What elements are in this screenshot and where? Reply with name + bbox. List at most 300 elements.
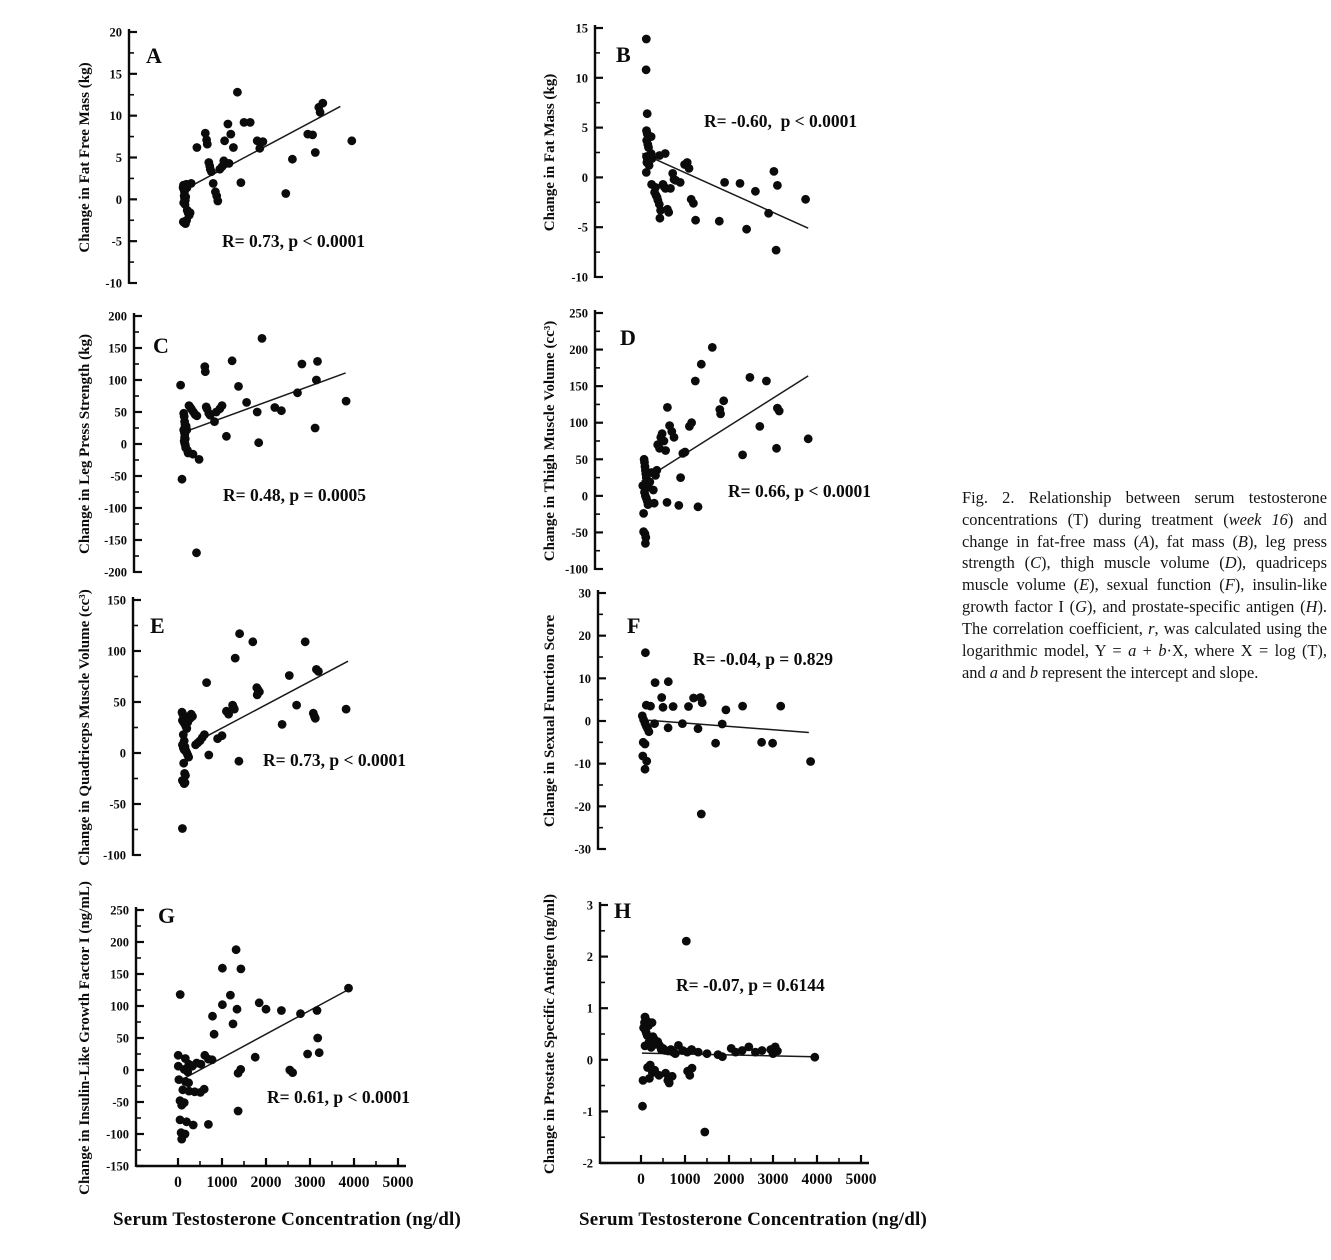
y-tick-label: 0 bbox=[581, 170, 588, 185]
caption-segment: and bbox=[997, 662, 1030, 682]
y-tick-label: 1 bbox=[586, 1001, 593, 1016]
data-point bbox=[293, 388, 302, 397]
y-tick-label: -50 bbox=[110, 469, 127, 484]
stats-label: R= 0.66, p < 0.0001 bbox=[728, 481, 871, 501]
data-point bbox=[758, 1046, 767, 1055]
data-point bbox=[183, 1068, 192, 1077]
caption-italic-segment: B bbox=[1237, 531, 1248, 551]
panel-F bbox=[542, 587, 833, 857]
data-point bbox=[193, 143, 202, 152]
panel-A bbox=[77, 26, 365, 291]
panel-H bbox=[542, 894, 877, 1188]
y-tick-label: -1 bbox=[582, 1104, 593, 1119]
data-point bbox=[670, 433, 679, 442]
y-tick-label: 0 bbox=[584, 714, 591, 729]
data-point bbox=[178, 475, 187, 484]
panel-letter: H bbox=[614, 898, 632, 923]
data-point bbox=[303, 1050, 312, 1059]
data-point bbox=[718, 1052, 727, 1061]
data-point bbox=[688, 1064, 697, 1073]
data-point bbox=[669, 702, 678, 711]
data-point bbox=[277, 406, 286, 415]
data-point bbox=[218, 964, 227, 973]
data-point bbox=[666, 184, 675, 193]
data-point bbox=[296, 1009, 305, 1018]
y-tick-label: 15 bbox=[575, 21, 588, 36]
y-axis-label: Change in Prostate Specific Antigen (ng/ml) bbox=[542, 893, 558, 1175]
data-point bbox=[698, 698, 707, 707]
data-point bbox=[234, 1107, 243, 1116]
data-point bbox=[649, 486, 658, 495]
caption-segment: Fig. 2. Relationship between serum testosterone concentrations (T) during treatment ( bbox=[962, 488, 1327, 529]
y-tick-label: -5 bbox=[111, 234, 122, 249]
data-point bbox=[313, 1006, 322, 1015]
y-axis-label: Change in Sexual Function Score bbox=[542, 614, 558, 828]
y-tick-label: 150 bbox=[110, 967, 129, 982]
caption-italic-segment: F bbox=[1224, 575, 1235, 595]
data-point bbox=[652, 466, 661, 475]
data-point bbox=[676, 473, 685, 482]
data-point bbox=[237, 178, 246, 187]
y-tick-label: 150 bbox=[107, 593, 126, 608]
data-point bbox=[646, 702, 655, 711]
data-point bbox=[661, 446, 670, 455]
y-axis-label: Change in Leg Press Strength (kg) bbox=[77, 334, 93, 554]
data-point bbox=[641, 740, 650, 749]
data-point bbox=[255, 998, 264, 1007]
data-point bbox=[347, 136, 356, 145]
y-tick-label: 0 bbox=[122, 1063, 129, 1078]
y-tick-label: -50 bbox=[571, 525, 588, 540]
caption-segment: ), and prostate-specific antigen ( bbox=[1086, 597, 1306, 617]
y-tick-label: 50 bbox=[114, 405, 127, 420]
y-tick-label: -200 bbox=[104, 565, 127, 580]
data-point bbox=[639, 1076, 648, 1085]
data-point bbox=[204, 751, 213, 760]
data-point bbox=[312, 376, 321, 385]
caption-segment: ·X, where X = log (T), and bbox=[962, 640, 1327, 682]
data-point bbox=[218, 1000, 227, 1009]
y-tick-label: 3 bbox=[586, 898, 593, 913]
data-point bbox=[642, 35, 651, 44]
panel-G bbox=[77, 881, 414, 1195]
data-point bbox=[342, 397, 351, 406]
y-tick-label: 10 bbox=[578, 671, 591, 686]
data-point bbox=[639, 509, 648, 518]
data-point bbox=[651, 183, 660, 192]
data-point bbox=[801, 195, 810, 204]
y-tick-label: 200 bbox=[110, 935, 129, 950]
data-point bbox=[661, 149, 670, 158]
panel-C bbox=[77, 310, 366, 580]
data-point bbox=[691, 216, 700, 225]
data-point bbox=[251, 1053, 260, 1062]
data-point bbox=[657, 693, 666, 702]
caption-italic-segment: H bbox=[1305, 597, 1318, 617]
stats-label: R= 0.48, p = 0.0005 bbox=[223, 485, 366, 505]
caption-italic-segment: a bbox=[989, 662, 998, 682]
data-point bbox=[242, 398, 251, 407]
x-tick-label: 0 bbox=[637, 1171, 645, 1188]
y-tick-label: 20 bbox=[578, 629, 591, 644]
stats-label: R= -0.60, p < 0.0001 bbox=[704, 111, 858, 131]
data-point bbox=[220, 136, 229, 145]
data-point bbox=[204, 1120, 213, 1129]
data-point bbox=[197, 1060, 206, 1069]
data-point bbox=[248, 637, 257, 646]
y-tick-label: 150 bbox=[108, 341, 127, 356]
x-tick-label: 1000 bbox=[669, 1171, 701, 1188]
y-tick-label: 10 bbox=[575, 71, 588, 86]
x-axis-title-left: Serum Testosterone Concentration (ng/dl) bbox=[112, 1209, 462, 1230]
data-point bbox=[313, 357, 322, 366]
x-tick-label: 3000 bbox=[757, 1171, 789, 1188]
x-tick-label: 0 bbox=[174, 1174, 182, 1191]
data-point bbox=[285, 671, 294, 680]
data-point bbox=[770, 167, 779, 176]
y-tick-label: 200 bbox=[108, 309, 127, 324]
x-axis-title-right: Serum Testosterone Concentration (ng/dl) bbox=[578, 1209, 928, 1230]
data-point bbox=[218, 731, 227, 740]
caption-segment: ), insulin-like growth factor I ( bbox=[962, 575, 1327, 617]
data-point bbox=[663, 498, 672, 507]
caption-segment: ), quadriceps muscle volume ( bbox=[962, 553, 1327, 595]
data-point bbox=[315, 1048, 324, 1057]
data-point bbox=[207, 167, 216, 176]
data-point bbox=[253, 691, 262, 700]
x-tick-label: 2000 bbox=[250, 1174, 282, 1191]
figure-caption bbox=[962, 487, 1327, 683]
data-point bbox=[311, 148, 320, 157]
caption-segment: ), thigh muscle volume ( bbox=[1041, 553, 1225, 573]
data-point bbox=[736, 179, 745, 188]
y-axis-label: Change in Fat Free Mass (kg) bbox=[77, 62, 93, 253]
data-point bbox=[660, 437, 669, 446]
data-point bbox=[664, 677, 673, 686]
data-point bbox=[195, 455, 204, 464]
y-tick-label: 50 bbox=[575, 452, 588, 467]
data-point bbox=[208, 1055, 217, 1064]
data-point bbox=[313, 1034, 322, 1043]
data-point bbox=[311, 424, 320, 433]
caption-segment: + bbox=[1136, 640, 1159, 660]
data-point bbox=[285, 1066, 294, 1075]
y-tick-label: 100 bbox=[107, 644, 126, 659]
panel-letter: E bbox=[150, 613, 165, 638]
panel-D bbox=[542, 307, 871, 577]
caption-segment: ) and change in fat-free mass ( bbox=[962, 509, 1327, 551]
y-tick-label: -100 bbox=[104, 501, 127, 516]
data-point bbox=[648, 1018, 657, 1027]
data-point bbox=[658, 429, 667, 438]
data-point bbox=[236, 1065, 245, 1074]
data-point bbox=[176, 381, 185, 390]
data-point bbox=[697, 360, 706, 369]
data-point bbox=[176, 990, 185, 999]
y-tick-label: -100 bbox=[106, 1127, 129, 1142]
data-point bbox=[775, 407, 784, 416]
caption-segment: ), sexual function ( bbox=[1089, 575, 1225, 595]
data-point bbox=[694, 502, 703, 511]
y-tick-label: 30 bbox=[578, 586, 591, 601]
data-point bbox=[751, 187, 760, 196]
data-point bbox=[224, 120, 233, 129]
y-axis-label: Change in Quadriceps Muscle Volume (cc³) bbox=[77, 589, 93, 866]
stats-label: R= -0.04, p = 0.829 bbox=[693, 649, 834, 669]
data-point bbox=[656, 214, 665, 223]
data-point bbox=[178, 824, 187, 833]
caption-italic-segment: E bbox=[1079, 575, 1090, 595]
data-point bbox=[647, 149, 656, 158]
data-point bbox=[232, 945, 241, 954]
caption-italic-segment: G bbox=[1075, 597, 1087, 617]
data-point bbox=[663, 403, 672, 412]
data-point bbox=[278, 720, 287, 729]
data-point bbox=[177, 1135, 186, 1144]
data-point bbox=[201, 367, 210, 376]
data-point bbox=[691, 377, 700, 386]
data-point bbox=[316, 108, 325, 117]
y-tick-label: -100 bbox=[565, 562, 588, 577]
data-point bbox=[308, 131, 317, 140]
data-point bbox=[259, 137, 268, 146]
data-point bbox=[671, 1049, 680, 1058]
data-point bbox=[193, 411, 202, 420]
panel-letter: B bbox=[616, 42, 631, 67]
data-point bbox=[189, 1121, 198, 1130]
data-point bbox=[311, 714, 320, 723]
data-point bbox=[186, 208, 195, 217]
panel-E bbox=[77, 589, 406, 866]
data-point bbox=[738, 702, 747, 711]
caption-italic-segment: a bbox=[1128, 640, 1137, 660]
y-tick-label: 100 bbox=[569, 416, 588, 431]
stats-label: R= -0.07, p = 0.6144 bbox=[676, 975, 825, 995]
data-point bbox=[179, 759, 188, 768]
data-point bbox=[718, 720, 727, 729]
y-tick-label: 250 bbox=[569, 306, 588, 321]
data-point bbox=[650, 499, 659, 508]
data-point bbox=[344, 984, 353, 993]
data-point bbox=[700, 1128, 709, 1137]
data-point bbox=[643, 109, 652, 118]
data-point bbox=[810, 1053, 819, 1062]
data-point bbox=[301, 637, 310, 646]
y-tick-label: 50 bbox=[113, 695, 126, 710]
caption-italic-segment: C bbox=[1030, 553, 1042, 573]
x-tick-label: 3000 bbox=[294, 1174, 326, 1191]
caption-italic-segment: A bbox=[1139, 531, 1150, 551]
data-point bbox=[755, 422, 764, 431]
y-tick-label: -10 bbox=[105, 276, 122, 291]
data-point bbox=[203, 140, 212, 149]
y-tick-label: 50 bbox=[116, 1031, 129, 1046]
data-point bbox=[288, 155, 297, 164]
y-tick-label: 5 bbox=[115, 151, 122, 165]
data-point bbox=[659, 703, 668, 712]
data-point bbox=[230, 705, 239, 714]
data-point bbox=[188, 712, 197, 721]
data-point bbox=[804, 434, 813, 443]
data-point bbox=[233, 88, 242, 97]
data-point bbox=[184, 1078, 193, 1087]
data-point bbox=[681, 448, 690, 457]
data-point bbox=[651, 678, 660, 687]
data-point bbox=[208, 1012, 217, 1021]
data-point bbox=[202, 678, 211, 687]
y-tick-label: 200 bbox=[569, 343, 588, 358]
data-point bbox=[641, 648, 650, 657]
y-tick-label: 20 bbox=[109, 25, 122, 40]
data-point bbox=[235, 629, 244, 638]
data-point bbox=[314, 667, 323, 676]
data-point bbox=[715, 217, 724, 226]
data-point bbox=[768, 739, 777, 748]
panel-letter: C bbox=[153, 333, 169, 358]
data-point bbox=[711, 739, 720, 748]
y-tick-label: 150 bbox=[569, 379, 588, 394]
data-point bbox=[664, 208, 673, 217]
data-point bbox=[664, 723, 673, 732]
panel-letter: G bbox=[158, 903, 176, 928]
y-tick-label: 10 bbox=[109, 109, 122, 124]
data-point bbox=[719, 396, 728, 405]
data-point bbox=[708, 343, 717, 352]
y-tick-label: -100 bbox=[103, 848, 126, 863]
data-point bbox=[226, 130, 235, 139]
data-point bbox=[776, 702, 785, 711]
y-tick-label: 0 bbox=[586, 1053, 593, 1068]
data-point bbox=[229, 143, 238, 152]
caption-segment: ), leg press strength ( bbox=[962, 531, 1327, 573]
data-point bbox=[182, 216, 191, 225]
data-point bbox=[177, 1101, 186, 1110]
panel-letter: D bbox=[620, 325, 636, 350]
data-point bbox=[342, 705, 351, 714]
y-axis-label: Change in Fat Mass (kg) bbox=[542, 73, 558, 232]
data-point bbox=[209, 179, 218, 188]
y-tick-label: -5 bbox=[577, 220, 588, 235]
data-point bbox=[773, 1047, 782, 1056]
data-point bbox=[694, 1048, 703, 1057]
data-point bbox=[262, 1005, 271, 1014]
data-point bbox=[222, 432, 231, 441]
y-tick-label: -10 bbox=[574, 757, 591, 772]
data-point bbox=[235, 757, 244, 766]
data-point bbox=[253, 408, 262, 417]
data-point bbox=[638, 1102, 647, 1111]
data-point bbox=[678, 719, 687, 728]
data-point bbox=[213, 197, 222, 206]
caption-italic-segment: D bbox=[1224, 553, 1237, 573]
data-point bbox=[228, 356, 237, 365]
data-point bbox=[254, 438, 263, 447]
data-point bbox=[762, 377, 771, 386]
panel-letter: F bbox=[627, 613, 641, 638]
y-axis-label: Change in Thigh Muscle Volume (cc³) bbox=[542, 320, 558, 562]
y-tick-label: 100 bbox=[108, 373, 127, 388]
y-tick-label: 0 bbox=[115, 192, 122, 207]
data-point bbox=[231, 654, 240, 663]
data-point bbox=[187, 179, 196, 188]
data-point bbox=[641, 539, 650, 548]
data-point bbox=[181, 778, 190, 787]
stats-label: R= 0.73, p < 0.0001 bbox=[222, 231, 365, 251]
data-point bbox=[697, 810, 706, 819]
data-point bbox=[722, 706, 731, 715]
data-point bbox=[764, 209, 773, 218]
caption-italic-segment: b bbox=[1158, 640, 1167, 660]
data-point bbox=[218, 401, 227, 410]
data-point bbox=[806, 757, 815, 766]
x-tick-label: 5000 bbox=[845, 1171, 877, 1188]
data-point bbox=[200, 730, 209, 739]
y-tick-label: 2 bbox=[586, 950, 593, 965]
y-tick-label: 250 bbox=[110, 903, 129, 918]
y-tick-label: -10 bbox=[571, 270, 588, 285]
data-point bbox=[642, 757, 651, 766]
data-point bbox=[757, 738, 766, 747]
x-tick-label: 4000 bbox=[338, 1174, 370, 1191]
data-point bbox=[318, 99, 327, 108]
data-point bbox=[645, 727, 654, 736]
y-tick-label: 15 bbox=[109, 67, 122, 82]
data-point bbox=[642, 65, 651, 74]
y-tick-label: -50 bbox=[109, 797, 126, 812]
y-tick-label: 0 bbox=[119, 746, 126, 761]
data-point bbox=[226, 991, 235, 1000]
data-point bbox=[773, 181, 782, 190]
data-point bbox=[687, 418, 696, 427]
stats-label: R= 0.61, p < 0.0001 bbox=[267, 1087, 410, 1107]
caption-italic-segment: week 16 bbox=[1228, 509, 1288, 529]
panel-B bbox=[542, 22, 857, 285]
data-point bbox=[210, 417, 219, 426]
data-point bbox=[233, 1005, 242, 1014]
data-point bbox=[234, 382, 243, 391]
data-point bbox=[292, 701, 301, 710]
data-point bbox=[246, 118, 255, 127]
data-point bbox=[674, 501, 683, 510]
stats-label: R= 0.73, p < 0.0001 bbox=[263, 750, 406, 770]
data-point bbox=[682, 937, 691, 946]
caption-italic-segment: r bbox=[1148, 618, 1155, 638]
data-point bbox=[281, 189, 290, 198]
data-point bbox=[229, 1020, 238, 1029]
y-tick-label: 0 bbox=[581, 489, 588, 504]
x-tick-label: 4000 bbox=[801, 1171, 833, 1188]
data-point bbox=[684, 702, 693, 711]
caption-segment: ). The correlation coefficient, bbox=[962, 597, 1327, 638]
y-tick-label: 0 bbox=[120, 437, 127, 452]
y-tick-label: -20 bbox=[574, 799, 591, 814]
panel-letter: A bbox=[146, 43, 162, 68]
x-tick-label: 5000 bbox=[382, 1174, 414, 1191]
data-point bbox=[192, 548, 201, 557]
data-point bbox=[689, 199, 698, 208]
caption-segment: represent the intercept and slope. bbox=[1038, 662, 1259, 682]
y-tick-label: -150 bbox=[106, 1159, 129, 1174]
data-point bbox=[720, 178, 729, 187]
y-tick-label: -150 bbox=[104, 533, 127, 548]
data-point bbox=[210, 1030, 219, 1039]
caption-segment: , was calculated using the logarithmic model, Y = bbox=[962, 618, 1327, 660]
data-point bbox=[237, 965, 246, 974]
data-point bbox=[641, 765, 650, 774]
caption-italic-segment: b bbox=[1029, 662, 1039, 682]
x-tick-label: 2000 bbox=[713, 1171, 745, 1188]
data-point bbox=[650, 719, 659, 728]
